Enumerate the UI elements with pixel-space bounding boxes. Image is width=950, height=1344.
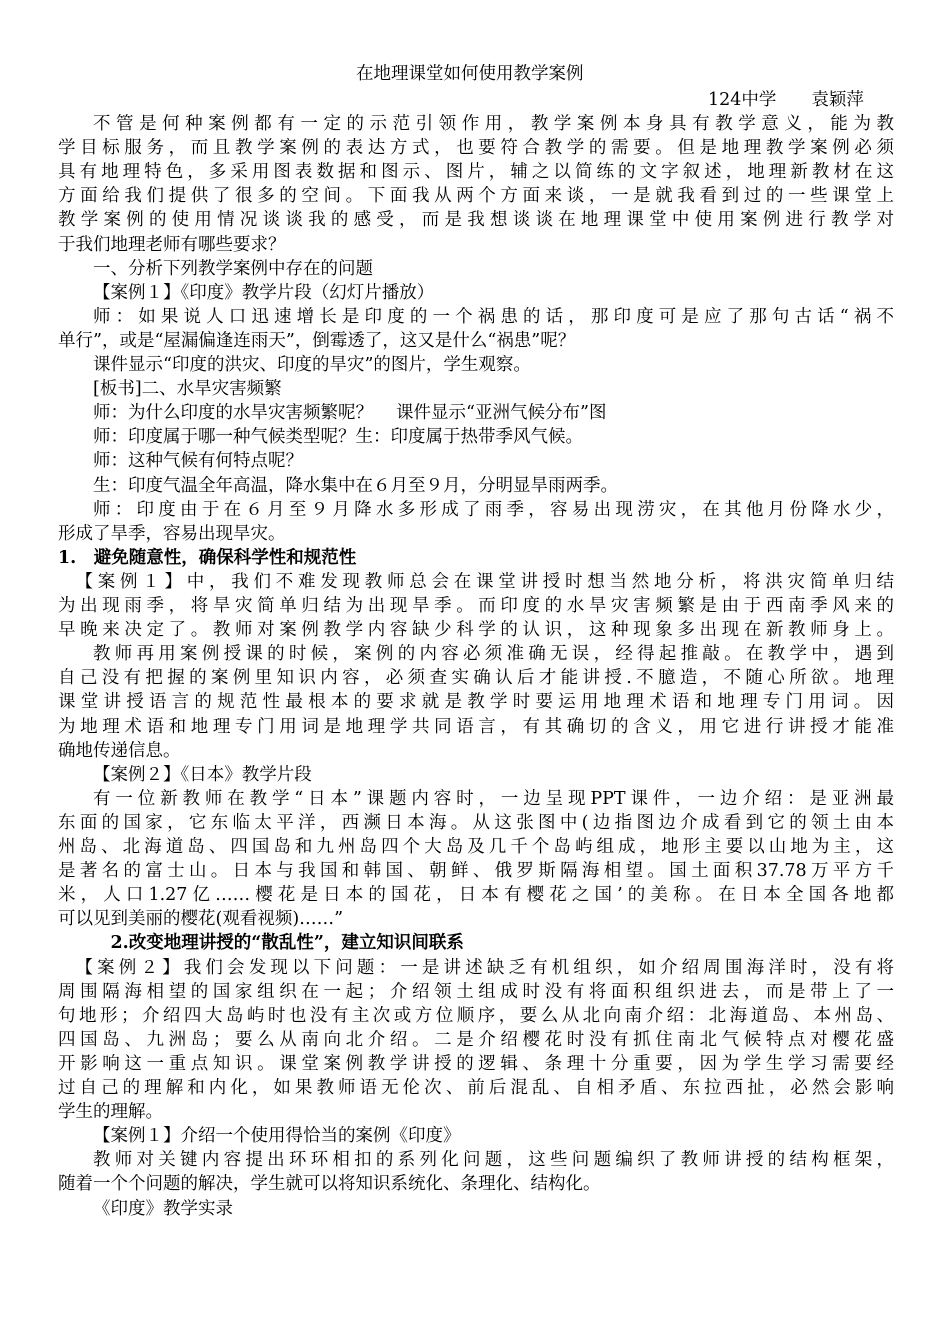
body-line: 教师对关键内容提出环环相扣的系列化问题，这些问题编织了教师讲授的结构框架， xyxy=(93,1150,894,1171)
body-line: 早晚来决定了。教师对案例教学内容缺少科学的认识，这种现象多出现在新教师身上。 xyxy=(58,620,894,641)
body-line: 过自己的理解和内化，如果教师语无伦次、前后混乱、自相矛盾、东拉西扯，必然会影响 xyxy=(58,1078,894,1098)
body-line: 《印度》教学实录 xyxy=(93,1198,233,1219)
body-line: 课堂讲授语言的规范性最根本的要求就是教学时要运用地理术语和地理专门用词。因 xyxy=(58,692,894,713)
body-line: 句地形；介绍四大岛屿时也没有主次或方位顺序，要么从北向南介绍：北海道岛、本州岛、 xyxy=(58,1005,894,1026)
document-title: 在地理课堂如何使用教学案例 xyxy=(356,64,584,84)
body-line: [板书]二、水旱灾害频繁 xyxy=(93,379,282,400)
body-line: 于我们地理老师有哪些要求？ xyxy=(58,234,286,255)
body-line: 师：这种气候有何特点呢？ xyxy=(93,451,303,472)
body-line: 师：如果说人口迅速增长是印度的一个祸患的话，那印度可是应了那句古话“祸不 xyxy=(93,306,894,327)
body-line: 开影响这一重点知识。课堂案例教学讲授的逻辑、条理十分重要，因为学生学习需要经 xyxy=(58,1053,894,1074)
body-line: 教学案例的使用情况谈谈我的感受，而是我想谈谈在地理课堂中使用案例进行教学对 xyxy=(58,210,894,231)
body-line: 可以见到美丽的樱花(观看视频)……” xyxy=(58,909,344,930)
body-line: 【案例２】我们会发现以下问题：一是讲述缺乏有机组织，如介绍周围海洋时，没有将 xyxy=(75,957,894,978)
body-line: 【案例１】《印度》教学片段（幻灯片播放） xyxy=(93,282,435,303)
body-line: 为地理术语和地理专门用词是地理学共同语言，有其确切的含义，用它进行讲授才能准 xyxy=(58,716,894,737)
author-line: 124中学 袁颖萍 xyxy=(708,90,864,110)
body-line: 师：为什么印度的水旱灾害频繁呢？ 课件显示“亚洲气候分布”图 xyxy=(93,403,607,424)
body-line: 生：印度气温全年高温，降水集中在６月至９月，分明显旱雨两季。 xyxy=(93,475,618,496)
body-line: 米，人口1.27亿……樱花是日本的国花，日本有樱花之国’的美称。在日本全国各地都 xyxy=(58,885,894,906)
body-line: 有一位新教师在教学“日本”课题内容时，一边呈现PPT课件，一边介绍：是亚洲最 xyxy=(93,788,894,809)
body-line: 【案例１】中，我们不难发现教师总会在课堂讲授时想当然地分析，将洪灾简单归结 xyxy=(75,571,894,592)
body-line: 师：印度属于哪一种气候类型呢？生：印度属于热带季风气候。 xyxy=(93,427,583,448)
body-line: 自己没有把握的案例里知识内容，必须查实确认后才能讲授.不臆造，不随心所欲。地理 xyxy=(58,668,894,689)
body-line: 形成了旱季，容易出现旱灾。 xyxy=(58,523,286,544)
body-line: 方面给我们提供了很多的空间。下面我从两个方面来谈，一是就我看到过的一些课堂上 xyxy=(58,186,894,207)
body-line: 单行”，或是“屋漏偏逢连雨天”，倒霉透了，这又是什么“祸患”呢？ xyxy=(58,330,576,351)
body-line: 为出现雨季，将旱灾简单归结为出现旱季。而印度的水旱灾害频繁是由于西南季风来的 xyxy=(58,596,894,616)
body-line: 州岛、北海道岛、四国岛和九州岛四个大岛及几千个岛屿组成，地形主要以山地为主，这 xyxy=(58,837,894,857)
body-line: 【案例２】《日本》教学片段 xyxy=(93,764,312,785)
body-line: 2.改变地理讲授的“散乱性”，建立知识间联系 xyxy=(110,933,464,954)
body-line: 教师再用案例授课的时候，案例的内容必须准确无误，经得起推敲。在教学中，遇到 xyxy=(93,644,894,665)
body-line: 确地传递信息。 xyxy=(58,740,181,761)
body-line: 具有地理特色，多采用图表数据和图示、图片，辅之以简练的文字叙述，地理新教材在这 xyxy=(58,162,894,183)
body-line: 【案例１】介绍一个使用得恰当的案例《印度》 xyxy=(93,1126,461,1147)
body-line: 是著名的富士山。日本与我国和韩国、朝鲜、俄罗斯隔海相望。国土面积37.78万平方千 xyxy=(58,861,894,882)
body-line: 师：印度由于在６月至９月降水多形成了雨季，容易出现涝灾，在其他月份降水少， xyxy=(93,499,894,520)
body-line: 学生的理解。 xyxy=(58,1102,163,1123)
body-line: 周围隔海相望的国家组织在一起；介绍领土组成时没有将面积组织进去，而是带上了一 xyxy=(58,981,894,1002)
body-line: 学目标服务，而且教学案例的表达方式，也要符合教学的需要。但是地理教学案例必须 xyxy=(58,138,894,159)
body-line: 一、分析下列教学案例中存在的问题 xyxy=(93,258,373,279)
body-line: 课件显示“印度的洪灾、印度的旱灾”的图片，学生观察。 xyxy=(93,355,531,375)
body-line: 1. 避免随意性，确保科学性和规范性 xyxy=(58,547,357,568)
body-line: 东面的国家，它东临太平洋，西濒日本海。从这张图中(边指图边介成看到它的领土由本 xyxy=(58,812,894,833)
body-line: 不管是何种案例都有一定的示范引领作用，教学案例本身具有教学意义，能为教 xyxy=(93,114,894,134)
body-line: 四国岛、九洲岛；要么从南向北介绍。二是介绍樱花时没有抓住南北气候特点对樱花盛 xyxy=(58,1029,894,1050)
body-line: 随着一个个问题的解决，学生就可以将知识系统化、条理化、结构化。 xyxy=(58,1174,601,1195)
